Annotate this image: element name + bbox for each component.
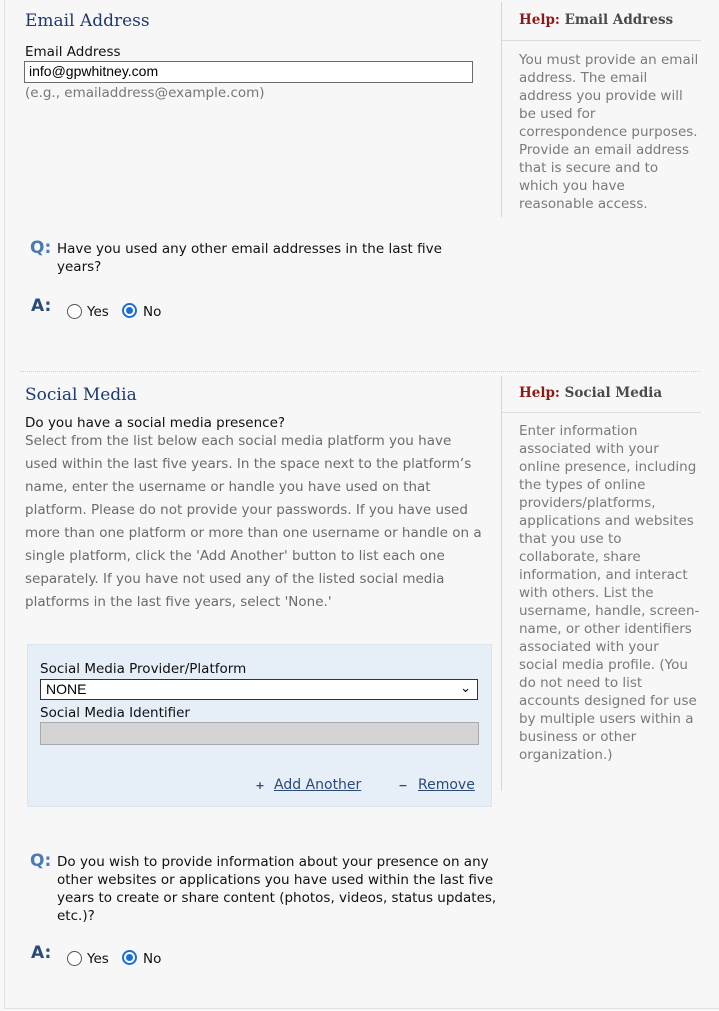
email-field[interactable]: info@gpwhitney.com	[24, 61, 473, 83]
social-instructions: Select from the list below each social media platform you have used within the last five years. In the space next to the platform’s name, enter the username or handle you have used on that platform. Please do not provide your passwords. If you have used more than one platform or more than one username or handle on a single platform, click the 'Add Another' button to list each one separately. If you have not used any of the listed social media platforms in the last five years, select 'None.'	[25, 433, 482, 610]
other-email-no-radio[interactable]	[122, 303, 137, 318]
email-field-hint: (e.g., emailaddress@example.com)	[25, 85, 265, 101]
remove-link[interactable]: Remove	[418, 777, 475, 793]
chevron-down-icon: ⌄	[460, 680, 471, 695]
add-icon[interactable]: +	[255, 779, 265, 792]
email-question-text: Have you used any other email addresses in the last five years?	[57, 241, 442, 275]
remove-icon[interactable]: −	[398, 779, 408, 792]
email-section-title: Email Address	[25, 11, 150, 31]
platform-select[interactable]	[40, 679, 478, 700]
other-email-yes-radio[interactable]	[67, 304, 82, 319]
other-sites-q-mark: Q:	[30, 851, 52, 871]
social-help-text: Enter information associated with your online presence, including the types of online providers/platforms, applications and websites that you use to collaborate, share information, and interact with others. List the username, handle, screen-name, or other identifiers associated with your social media profile. (You do not need to list accounts designed for use by multiple users within a business or other organization.)	[519, 423, 700, 763]
other-sites-yes-label[interactable]: Yes	[87, 951, 109, 967]
identifier-label: Social Media Identifier	[40, 705, 190, 721]
other-email-no-label[interactable]: No	[143, 304, 162, 320]
identifier-input	[40, 722, 479, 745]
email-field-label: Email Address	[25, 44, 121, 60]
email-help-heading: Help: Email Address	[519, 12, 674, 28]
email-question-a-mark: A:	[31, 296, 52, 316]
other-sites-no-radio[interactable]	[122, 950, 137, 965]
platform-select-value: NONE	[46, 681, 87, 697]
add-another-link[interactable]: Add Another	[274, 777, 362, 793]
email-help-text: You must provide an email address. The email address you provide will be used for correspondence purposes. Provide an email address that is secure and to which you have reasonable access.	[519, 52, 699, 212]
social-entry-panel	[27, 644, 492, 807]
social-presence-subtitle: Do you have a social media presence?	[25, 415, 286, 431]
social-help-heading: Help: Social Media	[519, 385, 663, 401]
other-email-yes-label[interactable]: Yes	[87, 304, 109, 320]
section-divider	[20, 371, 700, 372]
email-help-panel	[501, 2, 701, 217]
email-help-rule	[502, 40, 701, 41]
social-section-title: Social Media	[25, 385, 137, 405]
social-help-panel	[501, 376, 701, 791]
other-sites-question-text: Do you wish to provide information about your presence on any other websites or applications you have used within the last five years to create or share content (photos, videos, status updates, etc.)?	[57, 854, 497, 924]
other-sites-a-mark: A:	[31, 943, 52, 963]
email-question-q-mark: Q:	[30, 238, 52, 258]
platform-label: Social Media Provider/Platform	[40, 661, 247, 677]
social-help-rule	[502, 412, 701, 413]
other-sites-yes-radio[interactable]	[67, 951, 82, 966]
other-sites-no-label[interactable]: No	[143, 951, 162, 967]
